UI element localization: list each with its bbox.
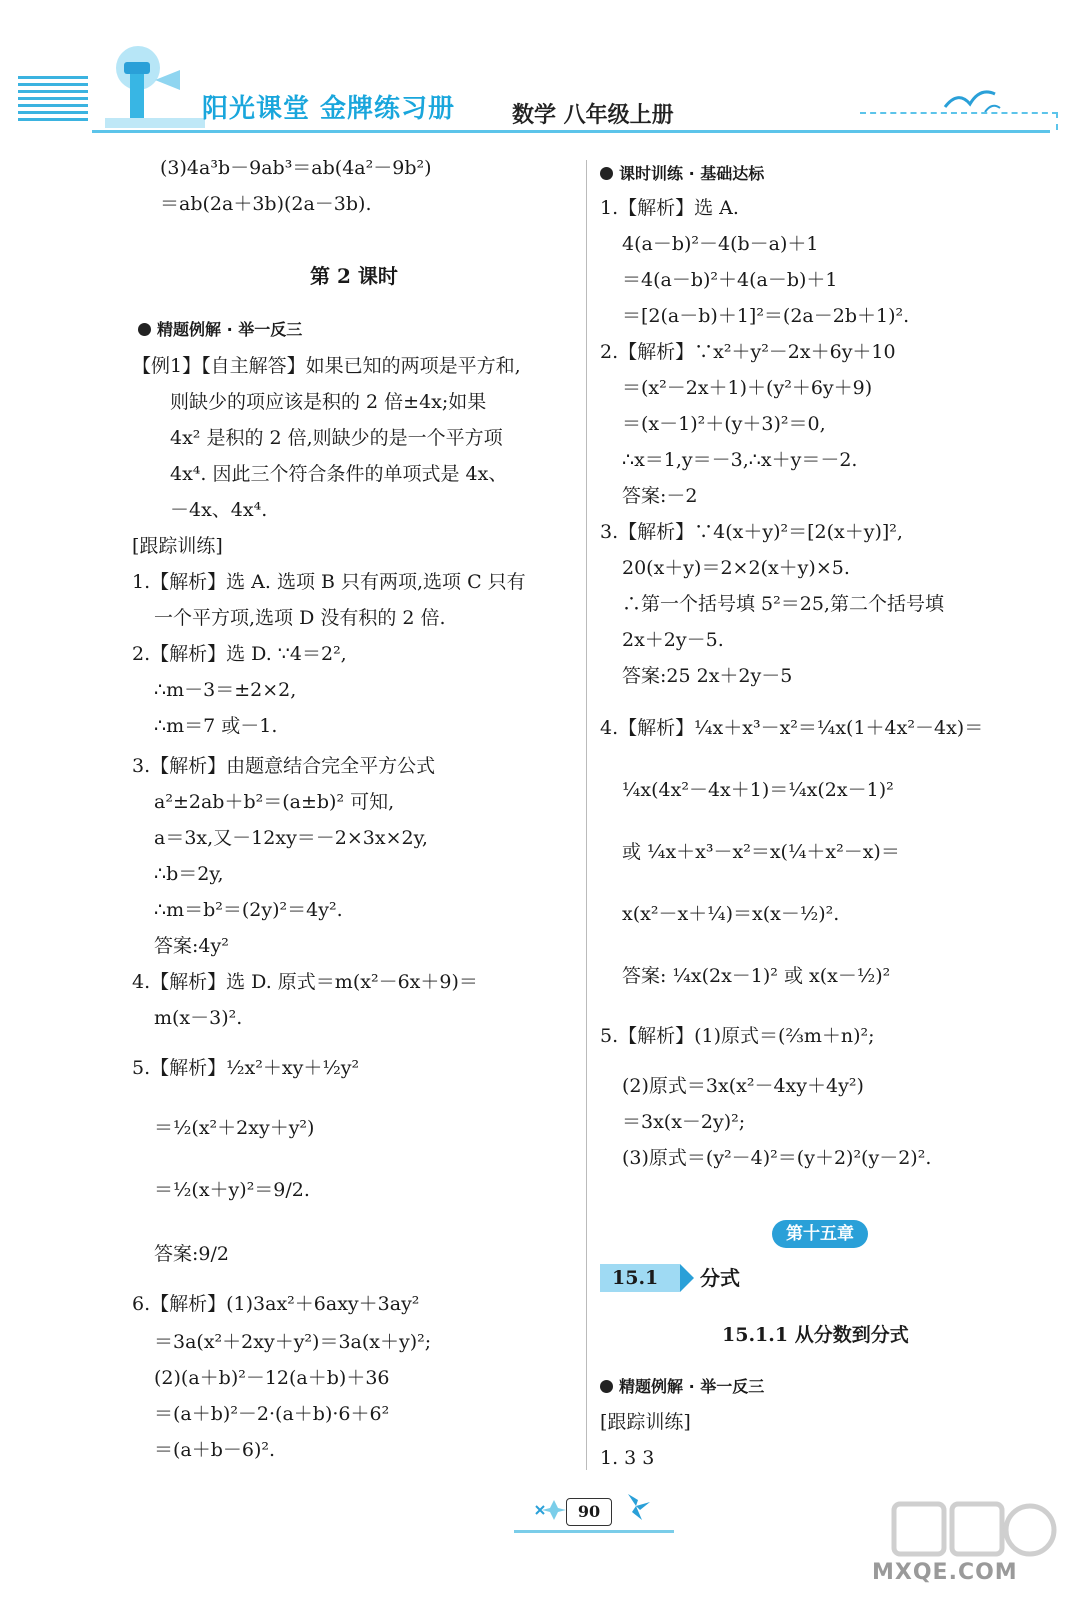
text-line: 5.【解析】½x²＋xy＋½y² bbox=[132, 1057, 360, 1079]
bullet-icon bbox=[138, 323, 151, 336]
text-line: 【例1】【自主解答】如果已知的两项是平方和, bbox=[132, 355, 521, 377]
text-line: ∴m＝7 或－1. bbox=[154, 715, 278, 737]
section-tag-label: 精题例解 · 举一反三 bbox=[157, 320, 303, 339]
watermark-text: MXQE.COM bbox=[872, 1560, 1018, 1585]
text-line: 4(a－b)²－4(b－a)＋1 bbox=[622, 233, 819, 255]
section-tag-label: 精题例解 · 举一反三 bbox=[619, 1377, 765, 1396]
answer-line: 答案:－2 bbox=[622, 485, 698, 507]
text-line: 6.【解析】(1)3ax²＋6axy＋3ay² bbox=[132, 1293, 420, 1315]
text-line: 1.【解析】选 A. 选项 B 只有两项,选项 C 只有 bbox=[132, 571, 526, 593]
text-line: 20(x＋y)＝2×2(x＋y)×5. bbox=[622, 557, 850, 579]
text-line: ∴m＝b²＝(2y)²＝4y². bbox=[154, 899, 343, 921]
subject-grade: 数学 八年级上册 bbox=[512, 103, 674, 128]
text-line: ＝½(x²＋2xy＋y²) bbox=[154, 1117, 315, 1139]
section-tag bbox=[600, 156, 764, 192]
text-line: (3)原式＝(y²－4)²＝(y＋2)²(y－2)². bbox=[622, 1147, 932, 1169]
text-line: ∴b＝2y, bbox=[154, 863, 224, 885]
text-line: 3.【解析】∵4(x＋y)²＝[2(x＋y)]², bbox=[600, 521, 903, 543]
text-line: 2.【解析】选 D. ∵4＝2², bbox=[132, 643, 347, 665]
lighthouse-logo-icon bbox=[100, 40, 210, 135]
text-line: a²±2ab＋b²＝(a±b)² 可知, bbox=[154, 791, 395, 813]
text-line: 4.【解析】选 D. 原式＝m(x²－6x＋9)＝ bbox=[132, 971, 478, 993]
chapter-badge: 第十五章 bbox=[772, 1220, 868, 1248]
text-line: ＝(x－1)²＋(y＋3)²＝0, bbox=[622, 413, 826, 435]
bullet-icon bbox=[600, 167, 613, 180]
subsection-title: 15.1.1 从分数到分式 bbox=[722, 1324, 909, 1346]
text-line: 4.【解析】¼x＋x³－x²＝¼x(1＋4x²－4x)＝ bbox=[600, 717, 984, 739]
lesson-heading: 第 2 课时 bbox=[310, 264, 398, 288]
section-number: 15.1 bbox=[600, 1264, 680, 1292]
text-line: ＝ab(2a＋3b)(2a－3b). bbox=[160, 193, 372, 215]
chevron-right-icon bbox=[680, 1264, 694, 1292]
column-divider bbox=[586, 160, 587, 1470]
section-tag bbox=[138, 312, 302, 348]
text-line: 2.【解析】∵x²＋y²－2x＋6y＋10 bbox=[600, 341, 896, 363]
subsection-heading: [跟踪训练] bbox=[600, 1411, 691, 1433]
text-line: x(x²－x＋¼)＝x(x－½)². bbox=[622, 903, 840, 925]
section-title: 分式 bbox=[700, 1266, 740, 1290]
section-tag bbox=[600, 1374, 764, 1397]
subsection-heading: [跟踪训练] bbox=[132, 535, 223, 557]
text-line: 一个平方项,选项 D 没有积的 2 倍. bbox=[154, 607, 446, 629]
text-line: 或 ¼x＋x³－x²＝x(¼＋x²－x)＝ bbox=[622, 841, 900, 863]
answer-line: 答案:25 2x＋2y－5 bbox=[622, 665, 793, 687]
text-line: (3)4a³b－9ab³＝ab(4a²－9b²) bbox=[160, 157, 432, 179]
text-line: m(x－3)². bbox=[154, 1007, 243, 1029]
text-line: －4x、4x⁴. bbox=[170, 499, 268, 521]
bullet-icon bbox=[600, 1380, 613, 1393]
text-line: 4x² 是积的 2 倍,则缺少的是一个平方项 bbox=[170, 427, 503, 449]
text-line: 3.【解析】由题意结合完全平方公式 bbox=[132, 755, 436, 777]
text-line: ＝3x(x－2y)²; bbox=[622, 1111, 746, 1133]
text-line: ＝[2(a－b)＋1]²＝(2a－2b＋1)². bbox=[622, 305, 910, 327]
text-line: 4x⁴. 因此三个符合条件的单项式是 4x、 bbox=[170, 463, 508, 485]
text-line: ＝(a＋b)²－2·(a＋b)·6＋6² bbox=[154, 1403, 390, 1425]
header-dashed-border bbox=[860, 112, 1058, 130]
text-line: 则缺少的项应该是积的 2 倍±4x;如果 bbox=[170, 391, 487, 413]
text-line: (2)(a＋b)²－12(a＋b)＋36 bbox=[154, 1367, 390, 1389]
text-line: ∴第一个括号填 5²＝25,第二个括号填 bbox=[622, 593, 944, 615]
text-line: 5.【解析】(1)原式＝(⅔m＋n)²; bbox=[600, 1025, 875, 1047]
book-series-title: 阳光课堂 金牌练习册 bbox=[202, 94, 456, 124]
page-header bbox=[0, 0, 1076, 150]
text-line: a＝3x,又－12xy＝－2×3x×2y, bbox=[154, 827, 428, 849]
text-line: ＝4(a－b)²＋4(a－b)＋1 bbox=[622, 269, 838, 291]
answer-line: 答案:4y² bbox=[154, 935, 229, 957]
header-stripes bbox=[18, 76, 88, 132]
answer-line: 答案: ¼x(2x－1)² 或 x(x－½)² bbox=[622, 965, 891, 987]
text-line: 1. 3 3 bbox=[600, 1447, 655, 1469]
text-line: (2)原式＝3x(x²－4xy＋4y²) bbox=[622, 1075, 864, 1097]
text-line: ∴x＝1,y＝－3,∴x＋y＝－2. bbox=[622, 449, 858, 471]
answer-line: 答案:9/2 bbox=[154, 1243, 229, 1265]
sparkle-icon bbox=[530, 1494, 570, 1520]
section-tag-label: 课时训练 · 基础达标 bbox=[619, 164, 765, 183]
text-line: ¼x(4x²－4x＋1)＝¼x(2x－1)² bbox=[622, 779, 894, 801]
text-line: ＝3a(x²＋2xy＋y²)＝3a(x＋y)²; bbox=[154, 1331, 432, 1353]
text-line: ＝(x²－2x＋1)＋(y²＋6y＋9) bbox=[622, 377, 873, 399]
text-line: 1.【解析】选 A. bbox=[600, 197, 739, 219]
text-line: ＝(a＋b－6)². bbox=[154, 1439, 276, 1461]
text-line: ∴m－3＝±2×2, bbox=[154, 679, 297, 701]
page-number: 90 bbox=[566, 1498, 612, 1526]
text-line: ＝½(x＋y)²＝9/2. bbox=[154, 1179, 310, 1201]
header-rule bbox=[92, 130, 1050, 133]
text-line: 2x＋2y－5. bbox=[622, 629, 724, 651]
windmill-icon bbox=[618, 1490, 654, 1522]
